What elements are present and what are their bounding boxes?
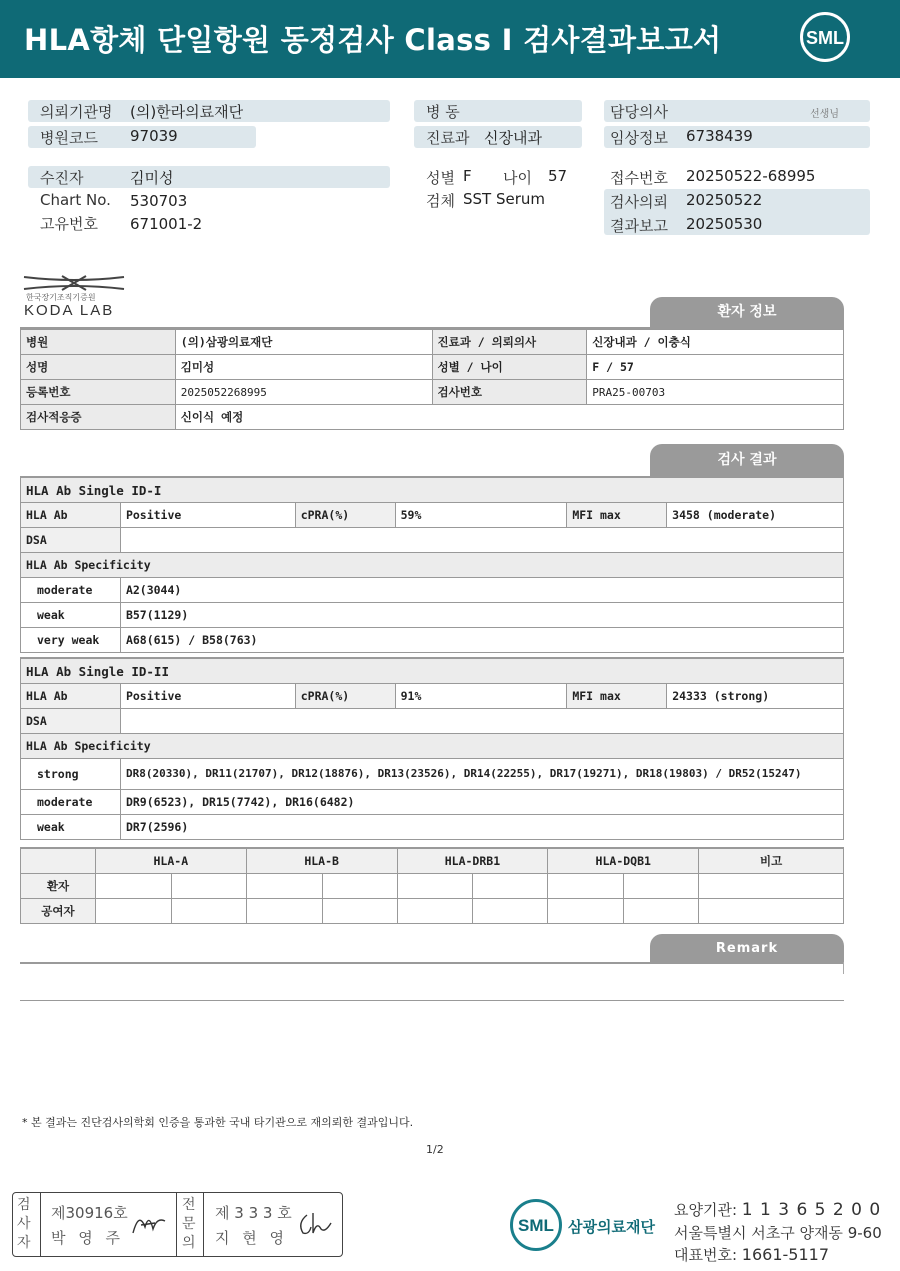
unique-id-label: 고유번호 xyxy=(40,215,98,233)
koda-logo-icon xyxy=(22,274,126,292)
table-row xyxy=(21,405,844,430)
hla-cell xyxy=(397,874,473,899)
table-row xyxy=(21,759,844,790)
department-label: 진료과 xyxy=(426,129,470,147)
patient-label: 수진자 xyxy=(40,169,84,187)
hla-header-a: HLA-A xyxy=(95,849,246,874)
class1-cpra-value: 59% xyxy=(395,503,567,528)
class1-spec-title: HLA Ab Specificity xyxy=(21,553,844,578)
clinical-label: 임상정보 xyxy=(610,129,668,147)
institution-code-value: 1 1 3 6 5 2 0 0 xyxy=(741,1200,882,1220)
hla-cell xyxy=(171,899,246,924)
table-row xyxy=(21,899,844,924)
institution-code-label: 요양기관: xyxy=(674,1201,738,1219)
table-row xyxy=(21,503,844,528)
phone-label: 대표번호: xyxy=(674,1246,738,1264)
receipt-label: 접수번호 xyxy=(610,169,668,187)
company-address: 서울특별시 서초구 양재동 9-60 xyxy=(674,1224,882,1242)
class2-title: HLA Ab Single ID-II xyxy=(21,659,844,684)
class2-level: weak xyxy=(21,815,121,840)
patient-value: 김미성 xyxy=(130,169,174,187)
hla-cell xyxy=(624,874,699,899)
report-header xyxy=(0,0,900,78)
hla-header-note: 비고 xyxy=(699,849,844,874)
table-row xyxy=(21,815,844,840)
report-title: HLA항체 단일항원 동정검사 Class I 검사결과보고서 xyxy=(24,23,722,57)
table-row xyxy=(21,790,844,815)
class1-mfi-label: MFI max xyxy=(567,503,667,528)
pt-key: 진료과 / 의뢰의사 xyxy=(432,330,587,355)
class2-mfi-value: 24333 (strong) xyxy=(667,684,844,709)
hla-row-donor: 공여자 xyxy=(21,899,96,924)
class1-cpra-label: cPRA(%) xyxy=(295,503,395,528)
institution-value: (의)한라의료재단 xyxy=(130,103,244,121)
institution-label: 의뢰기관명 xyxy=(40,103,113,121)
table-row xyxy=(21,578,844,603)
table-row xyxy=(21,709,844,734)
request-label: 검사의뢰 xyxy=(610,193,668,211)
hla-typing-table xyxy=(20,848,844,924)
class2-spec-value: DR9(6523), DR15(7742), DR16(6482) xyxy=(120,790,843,815)
pt-key: 등록번호 xyxy=(21,380,176,405)
pt-key: 성명 xyxy=(21,355,176,380)
pt-value: (의)삼광의료재단 xyxy=(175,330,432,355)
hla-cell xyxy=(95,874,171,899)
table-row xyxy=(21,684,844,709)
hla-header-blank xyxy=(21,849,96,874)
specialist-signature-icon xyxy=(295,1207,335,1239)
class1-spec-value: A68(615) / B58(763) xyxy=(120,628,843,653)
class1-mfi-value: 3458 (moderate) xyxy=(667,503,844,528)
pt-value: 신이식 예정 xyxy=(175,405,843,430)
table-row xyxy=(21,553,844,578)
report-value: 20250530 xyxy=(686,215,763,233)
table-row xyxy=(21,330,844,355)
hla-cell xyxy=(246,899,322,924)
specialist-name: 지 현 영 xyxy=(215,1229,289,1247)
chart-value: 530703 xyxy=(130,192,188,210)
specialist-label: 전문의 xyxy=(182,1197,196,1251)
sex-value: F xyxy=(463,167,472,185)
company-logo-text: SML xyxy=(518,1216,554,1235)
table-row xyxy=(21,528,844,553)
remark-tab: Remark xyxy=(650,934,844,962)
class2-spec-value: DR7(2596) xyxy=(120,815,843,840)
pt-key: 성별 / 나이 xyxy=(432,355,587,380)
class2-cpra-value: 91% xyxy=(395,684,567,709)
stamp-divider xyxy=(203,1193,204,1256)
pt-key: 검사번호 xyxy=(432,380,587,405)
hla-cell xyxy=(699,874,844,899)
hla-header-dqb1: HLA-DQB1 xyxy=(548,849,699,874)
table-row xyxy=(21,659,844,684)
remark-side-tick xyxy=(843,962,844,974)
doctor-label: 담당의사 xyxy=(610,103,668,121)
pt-value: 신장내과 / 이충식 xyxy=(587,330,844,355)
page-number: 1/2 xyxy=(426,1143,444,1156)
stamp-divider xyxy=(176,1193,177,1256)
class1-ab-label: HLA Ab xyxy=(21,503,121,528)
hla-cell xyxy=(473,899,548,924)
class1-spec-value: A2(3044) xyxy=(120,578,843,603)
institution-code xyxy=(674,1199,881,1220)
request-value: 20250522 xyxy=(686,191,763,209)
class1-level: very weak xyxy=(21,628,121,653)
hla-cell xyxy=(246,874,322,899)
koda-org: 한국장기조직기증원 xyxy=(26,293,96,302)
hla-cell xyxy=(548,874,624,899)
hla-row-patient: 환자 xyxy=(21,874,96,899)
inspector-signature-icon xyxy=(129,1207,169,1239)
inspector-label: 검사자 xyxy=(17,1197,31,1251)
remark-top-rule xyxy=(20,962,844,964)
report-label: 결과보고 xyxy=(610,217,668,235)
class2-ab-label: HLA Ab xyxy=(21,684,121,709)
remark-bottom-rule xyxy=(20,1000,844,1001)
class2-ab-value: Positive xyxy=(120,684,295,709)
hla-cell xyxy=(95,899,171,924)
table-row xyxy=(21,628,844,653)
patient-info-table xyxy=(20,329,844,430)
hla-cell xyxy=(624,899,699,924)
table-row xyxy=(21,355,844,380)
class1-title: HLA Ab Single ID-I xyxy=(21,478,844,503)
specimen-label: 검체 xyxy=(426,192,455,210)
inspector-name: 박 영 주 xyxy=(51,1229,125,1247)
phone-value: 1661-5117 xyxy=(741,1245,830,1264)
inspector-no: 제30916호 xyxy=(51,1204,128,1222)
pt-key: 검사적응증 xyxy=(21,405,176,430)
class1-results-table xyxy=(20,477,844,653)
hla-header-b: HLA-B xyxy=(246,849,397,874)
hla-cell xyxy=(322,899,397,924)
koda-name: KODA LAB xyxy=(24,302,115,319)
table-row xyxy=(21,849,844,874)
class1-dsa-label: DSA xyxy=(21,528,121,553)
class2-level: strong xyxy=(21,759,121,790)
class2-cpra-label: cPRA(%) xyxy=(295,684,395,709)
hla-cell xyxy=(397,899,473,924)
pt-key: 병원 xyxy=(21,330,176,355)
sml-logo-text: SML xyxy=(806,28,844,48)
class2-spec-title: HLA Ab Specificity xyxy=(21,734,844,759)
hla-cell xyxy=(473,874,548,899)
hla-cell xyxy=(322,874,397,899)
class2-results-table xyxy=(20,658,844,840)
table-row xyxy=(21,380,844,405)
table-row xyxy=(21,603,844,628)
hospital-code-label: 병원코드 xyxy=(40,129,98,147)
unique-id-value: 671001-2 xyxy=(130,215,203,233)
class2-dsa-label: DSA xyxy=(21,709,121,734)
hla-cell xyxy=(699,899,844,924)
stamp-divider xyxy=(40,1193,41,1256)
company-name: 삼광의료재단 xyxy=(568,1218,655,1236)
class2-dsa-value xyxy=(120,709,843,734)
patient-info-tab: 환자 정보 xyxy=(650,297,844,327)
specimen-value: SST Serum xyxy=(463,190,546,208)
table-row xyxy=(21,874,844,899)
pt-value: F / 57 xyxy=(587,355,844,380)
class1-level: weak xyxy=(21,603,121,628)
hla-cell xyxy=(171,874,246,899)
pt-value: PRA25-00703 xyxy=(587,380,844,405)
department-value: 신장내과 xyxy=(484,129,542,147)
company-logo-mark xyxy=(510,1199,562,1251)
ward-label: 병 동 xyxy=(426,103,460,121)
doctor-suffix: 선생님 xyxy=(810,109,839,120)
class1-dsa-value xyxy=(120,528,843,553)
class1-level: moderate xyxy=(21,578,121,603)
signature-box xyxy=(12,1192,343,1257)
class1-ab-value: Positive xyxy=(120,503,295,528)
specialist-no: 제 3 3 3 호 xyxy=(215,1204,292,1222)
class2-mfi-label: MFI max xyxy=(567,684,667,709)
hla-cell xyxy=(548,899,624,924)
table-row xyxy=(21,478,844,503)
clinical-value: 6738439 xyxy=(686,127,753,145)
age-value: 57 xyxy=(548,167,568,185)
age-label: 나이 xyxy=(503,169,532,187)
footer-note: * 본 결과는 진단검사의학회 인증을 통과한 국내 타기관으로 재의뢰한 결과입니다. xyxy=(22,1116,414,1129)
sex-label: 성별 xyxy=(426,169,455,187)
chart-label: Chart No. xyxy=(40,191,111,209)
sml-logo xyxy=(800,12,850,62)
table-row xyxy=(21,734,844,759)
hospital-code-value: 97039 xyxy=(130,127,178,145)
hla-header-drb1: HLA-DRB1 xyxy=(397,849,548,874)
pt-value: 김미성 xyxy=(175,355,432,380)
company-phone xyxy=(674,1244,829,1265)
class2-spec-value: DR8(20330), DR11(21707), DR12(18876), DR13(23526), DR14(22255), DR17(19271), DR18(19803) / DR52(15247) xyxy=(120,759,843,790)
results-tab: 검사 결과 xyxy=(650,444,844,476)
receipt-value: 20250522-68995 xyxy=(686,167,816,185)
pt-value: 2025052268995 xyxy=(175,380,432,405)
class1-spec-value: B57(1129) xyxy=(120,603,843,628)
class2-level: moderate xyxy=(21,790,121,815)
